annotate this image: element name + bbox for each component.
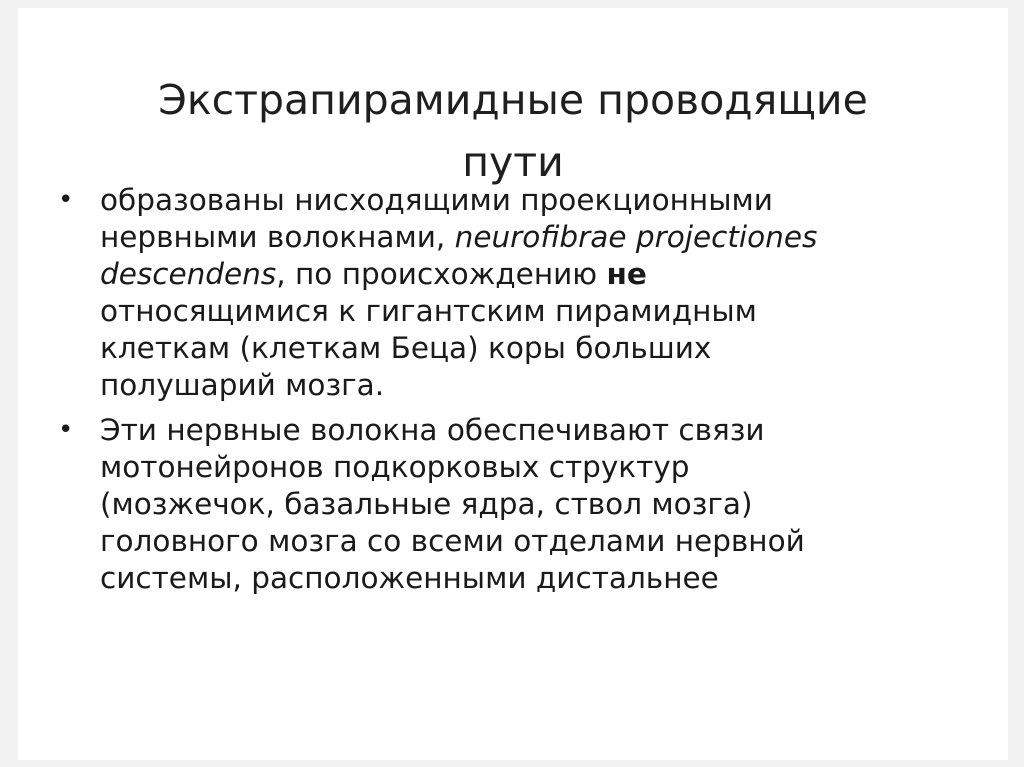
text-run: мотонейронов подкорковых структур — [100, 450, 690, 484]
slide-title — [68, 69, 958, 193]
bullet-text — [100, 182, 996, 404]
slide-title-line: пути — [462, 138, 564, 187]
bullet-line — [100, 560, 996, 597]
latin-term: neurofibrae projectiones — [454, 220, 818, 254]
bullet-line — [100, 412, 996, 449]
bullet-line — [100, 330, 996, 367]
text-run: головного мозга со всеми отделами нервной — [100, 524, 805, 558]
text-run: , по происхождению — [276, 257, 607, 291]
bullet-item — [56, 182, 996, 404]
slide — [18, 8, 1008, 760]
text-run: полушарий мозга. — [100, 368, 385, 402]
bullet-line — [100, 367, 996, 404]
bullet-line — [100, 182, 996, 219]
latin-term: descendens — [100, 257, 277, 291]
bullet-marker: • — [58, 185, 74, 215]
text-run: Эти нервные волокна обеспечивают связи — [100, 413, 765, 447]
bullet-line — [100, 293, 996, 330]
text-run: клеткам (клеткам Беца) коры больших — [100, 331, 712, 365]
bullet-line — [100, 486, 996, 523]
slide-body — [56, 182, 996, 605]
text-run: нервными волокнами, — [100, 220, 455, 254]
bullet-line — [100, 256, 996, 293]
text-run: образованы нисходящими проекционными — [100, 183, 773, 217]
text-run: относящимися к гигантским пирамидным — [100, 294, 757, 328]
text-run: системы, расположенными дистальнее — [100, 561, 719, 595]
bullet-line — [100, 219, 996, 256]
bullet-line — [100, 449, 996, 486]
bullet-marker: • — [58, 415, 74, 445]
bullet-line — [100, 523, 996, 560]
text-run: (мозжечок, базальные ядра, ствол мозга) — [100, 487, 753, 521]
bullet-text — [100, 412, 996, 597]
emphasis-text: не — [606, 257, 647, 291]
slide-title-line: Экстрапирамидные проводящие — [158, 76, 868, 125]
bullet-item — [56, 412, 996, 597]
